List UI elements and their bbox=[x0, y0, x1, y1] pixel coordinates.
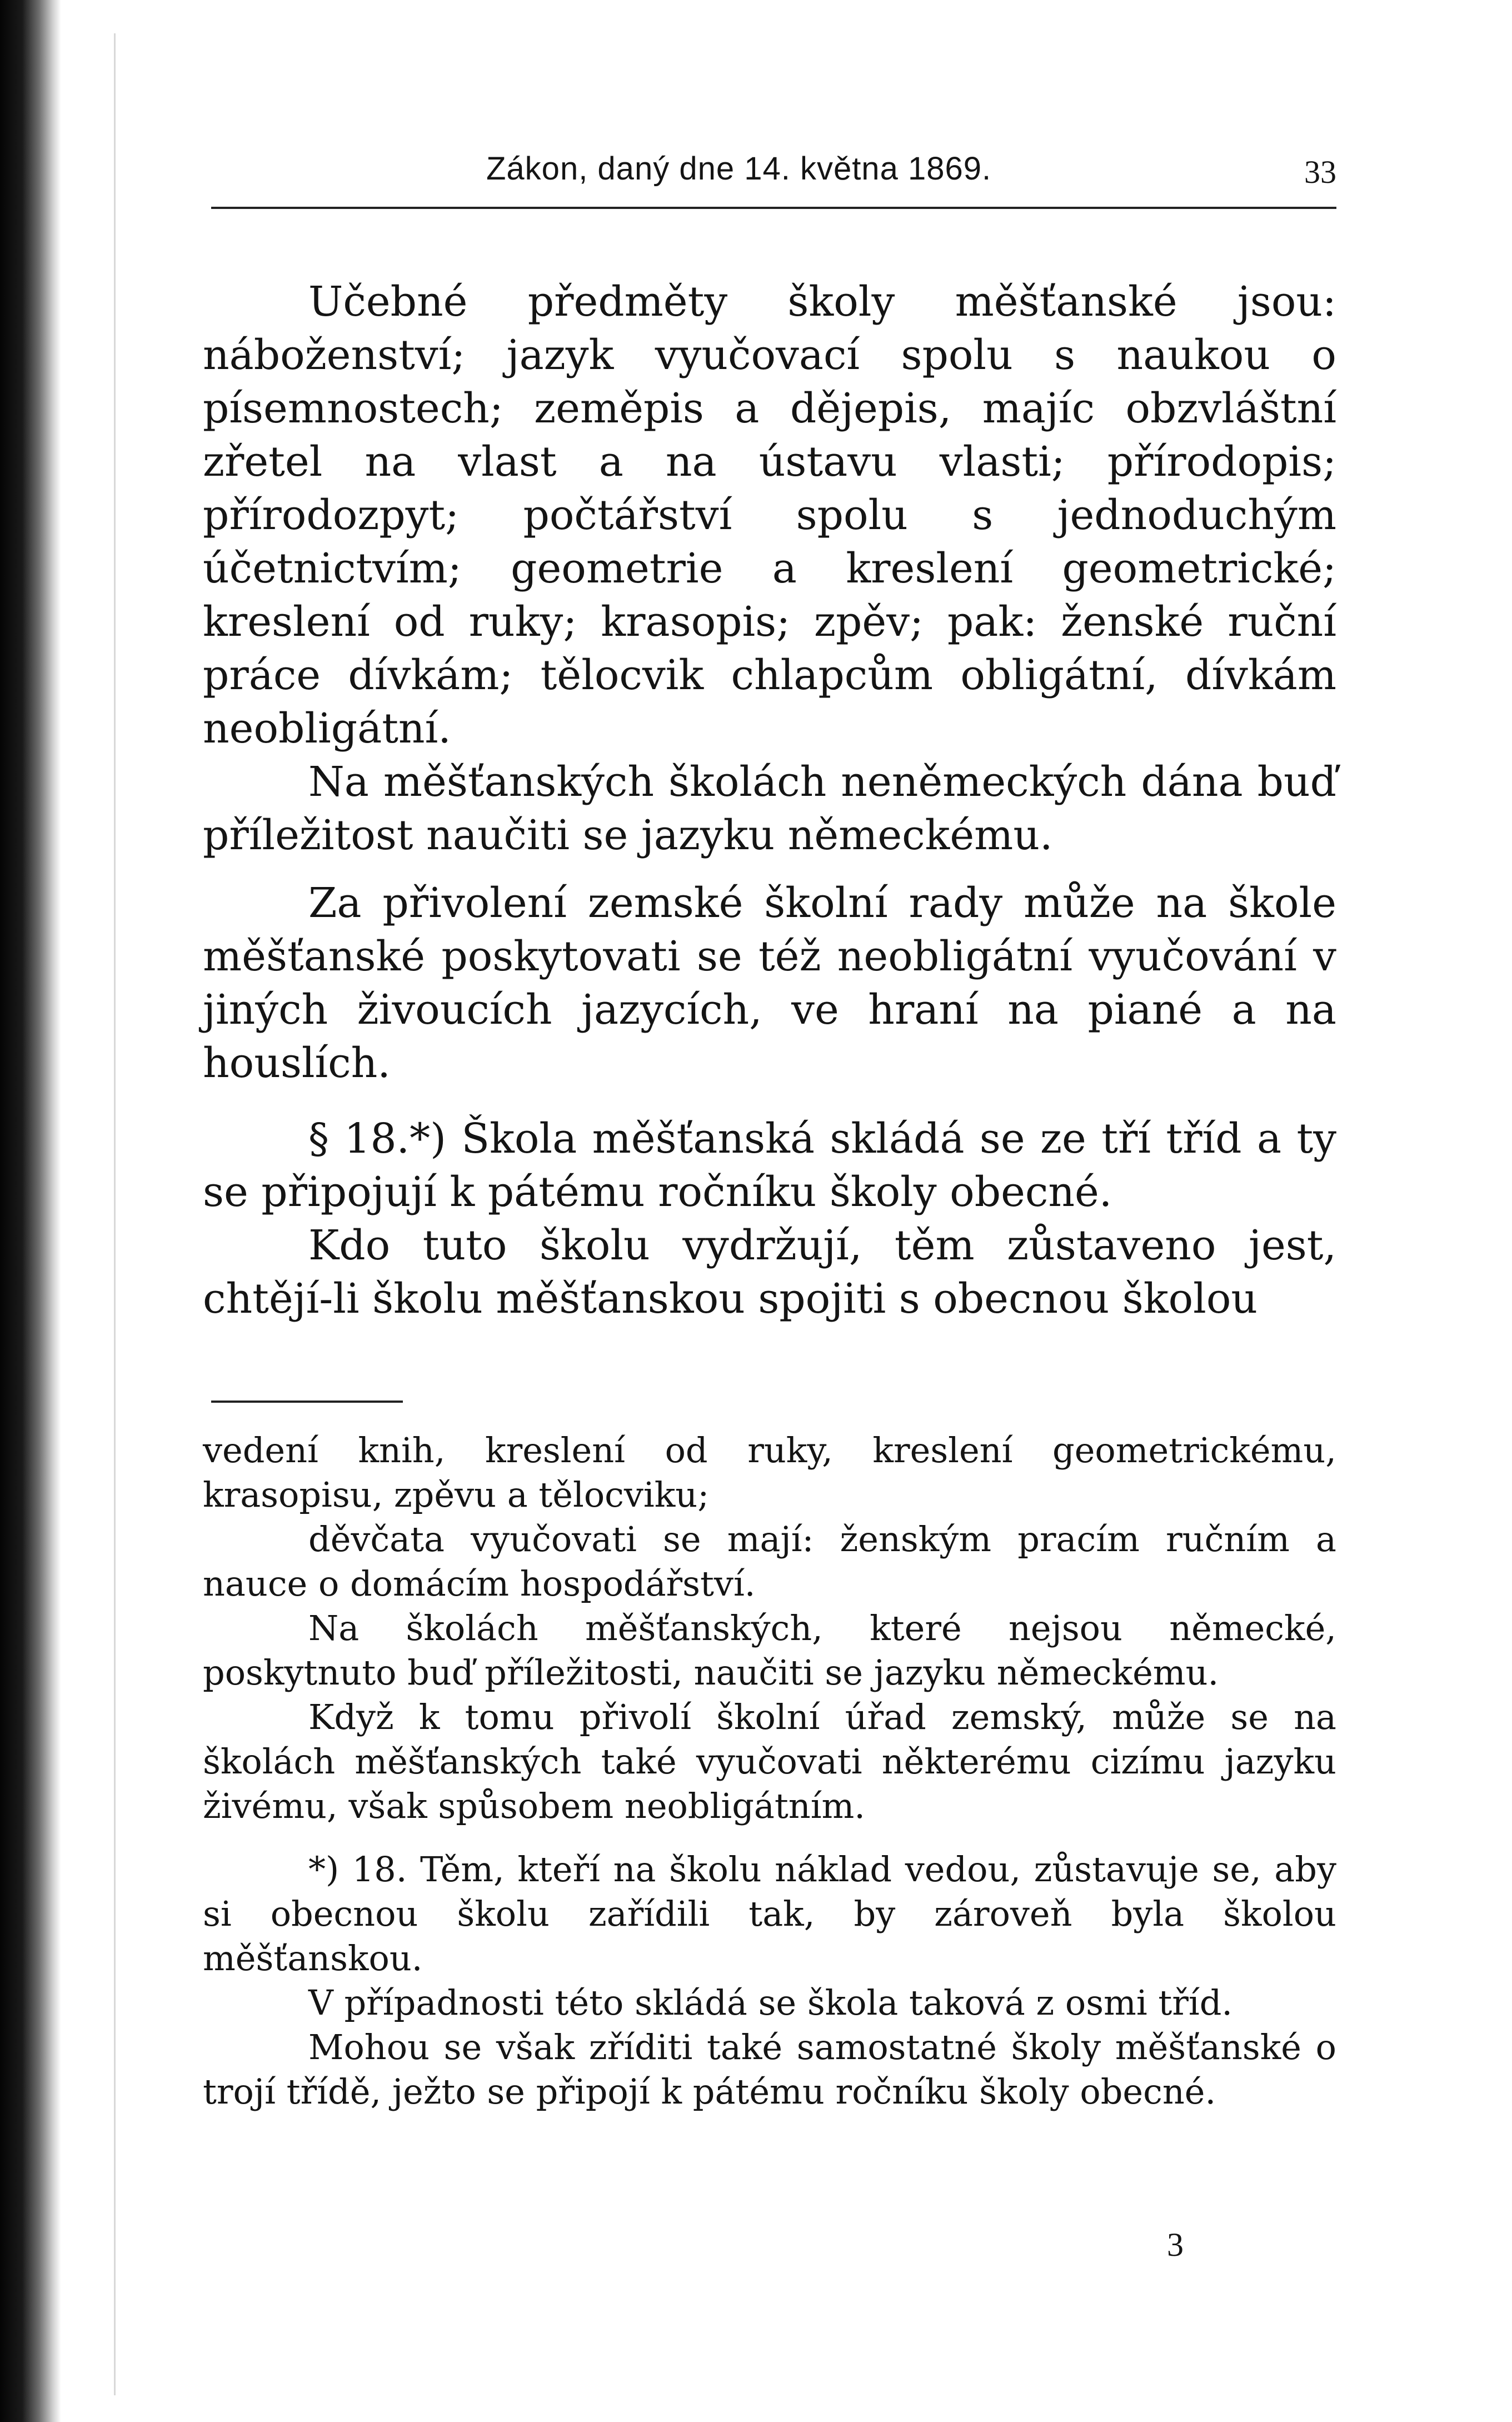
footnote-rule bbox=[211, 1401, 403, 1403]
header-rule bbox=[211, 207, 1336, 209]
paragraph-section-18: § 18.*) Škola měšťanská skládá se ze tří tříd a ty se připojují k pátému ročníku školy obecné. bbox=[203, 1115, 1336, 1216]
running-title: Zákon, daný dne 14. května 1869. bbox=[486, 151, 992, 187]
paragraph-optional-instruction: Za přivolení zemské školní rady může na škole měšťanské poskytovati se též neobligátní vyučování v jiných živoucích jazycích, ve hraní na piané a na houslích. bbox=[203, 879, 1336, 1087]
paragraph-german-language: Na měšťanských školách neněmeckých dána buď příležitost naučiti se jazyku německému. bbox=[203, 758, 1336, 859]
footnote-line: Když k tomu přivolí školní úřad zemský, může se na školách měšťanských také vyučovati některému cizímu jazyku živému, však spůsobem neobligátním. bbox=[203, 1697, 1336, 1826]
paragraph-school-maintainers: Kdo tuto školu vydržují, těm zůstaveno jest, chtějí-li školu měšťanskou spojiti s obecnou školou bbox=[203, 1222, 1336, 1323]
footnote-line: vedení knih, kreslení od ruky, kreslení geometrickému, krasopisu, zpěvu a tělocviku; bbox=[203, 1430, 1336, 1515]
book-page bbox=[203, 0, 1336, 2422]
binding-shadow-line bbox=[114, 33, 116, 2395]
page-number: 33 bbox=[1304, 154, 1336, 190]
paragraph-subjects: Učebné předměty školy měšťanské jsou: náboženství; jazyk vyučovací spolu s naukou o písemnostech; zeměpis a dějepis, majíc obzvláštní zřetel na vlast a na ústavu vlasti; přírodopis; přírodozpyt; počtářství spolu s jednoduchým účetnictvím; geometrie a kreslení geometrické; kreslení od ruky; krasopis; zpěv; pak: ženské ruční práce dívkám; tělocvik chlapcům obligátní, dívkám neobligátní. bbox=[203, 278, 1336, 752]
page-header bbox=[203, 150, 1336, 200]
footnote-line: Na školách měšťanských, které nejsou německé, poskytnuto buď příležitosti, naučiti se jazyku německému. bbox=[203, 1608, 1336, 1693]
main-text bbox=[203, 275, 1336, 1325]
footnote-line: Mohou se však zříditi také samostatné školy měšťanské o trojí třídě, ježto se připojí k pátému ročníku školy obecné. bbox=[203, 2027, 1336, 2112]
footnote-line: V případnosti této skládá se škola taková z osmi tříd. bbox=[308, 1982, 1233, 2023]
signature-mark: 3 bbox=[1167, 2226, 1184, 2263]
footnotes bbox=[203, 1428, 1336, 2114]
footnote-line: děvčata vyučovati se mají: ženským pracím ručním a nauce o domácím hospodářství. bbox=[203, 1519, 1336, 1604]
book-binding-edge bbox=[0, 0, 61, 2422]
footnote-section-18: *) 18. Těm, kteří na školu náklad vedou, zůstavuje se, aby si obecnou školu zařídili tak, by zároveň byla školou měšťanskou. bbox=[203, 1849, 1336, 1979]
